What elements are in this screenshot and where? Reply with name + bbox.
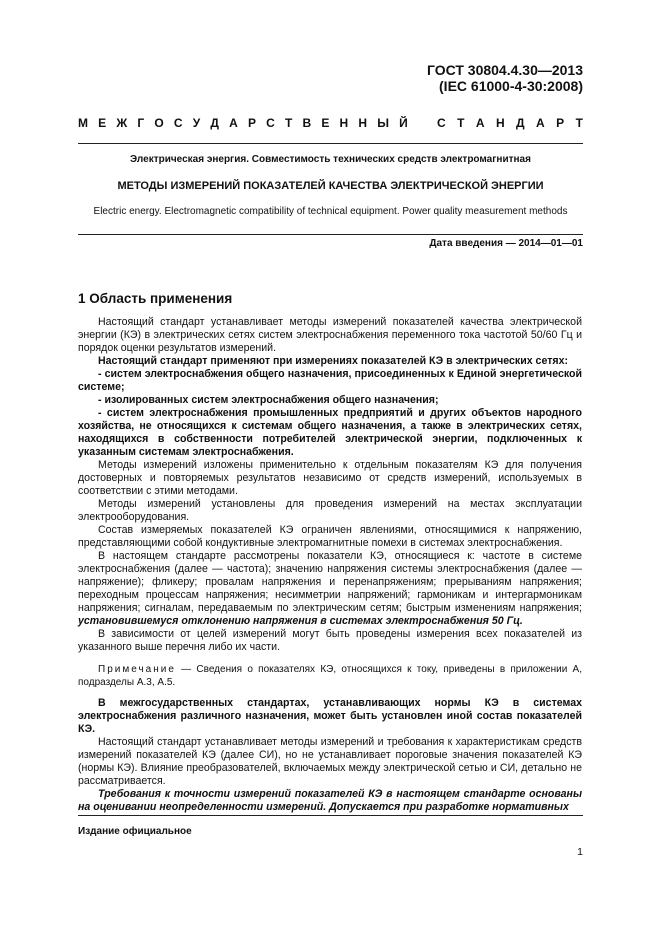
standard-code: [427, 62, 583, 94]
heading-letter: У: [192, 116, 201, 130]
heading-letter: С: [437, 116, 446, 130]
standard-type-heading: [78, 116, 583, 130]
heading-letter: А: [475, 116, 485, 130]
title-russian-main: МЕТОДЫ ИЗМЕРЕНИЙ ПОКАЗАТЕЛЕЙ КАЧЕСТВА ЭЛЕКТРИЧЕСКОЙ ЭНЕРГИИ: [117, 180, 544, 192]
top-divider: [78, 143, 583, 144]
paragraph: Состав измеряемых показателей КЭ ограничен явлениями, относящимися к напряжению, представляющими собой кондуктивные электромагнитные помехи в системах электроснабжения.: [78, 524, 582, 549]
heading-letter: А: [229, 116, 238, 130]
heading-letter: М: [78, 116, 88, 130]
list-item: - систем электроснабжения промышленных предприятий и других объектов народного хозяйства, не относящихся к системам общего назначения, а также в электрических сетях, находящихся в собственности потребителей электрической энергии, подключенных к указанным системам электроснабжения.: [78, 407, 582, 458]
paragraph: Настоящий стандарт устанавливает методы измерений показателей качества электрической энергии (КЭ) в электрических сетях систем электроснабжения переменного тока частотой 50/60 Гц и порядок оценки результатов измерений.: [78, 316, 582, 354]
introduction-date: Дата введения — 2014—01—01: [429, 238, 583, 249]
standard-code-line1: ГОСТ 30804.4.30—2013: [426, 62, 583, 78]
note-text: — Сведения о показателях КЭ, относящихся к току, приведены в приложении А, подразделы А.3, А.5.: [78, 664, 582, 688]
heading-letter: Е: [98, 116, 107, 130]
standard-type-word-standard: [437, 116, 583, 130]
heading-letter: Д: [210, 116, 219, 130]
title-russian-general: Электрическая энергия. Совместимость технических средств электромагнитная: [130, 154, 531, 165]
heading-letter: Т: [457, 116, 465, 130]
note-label: Примечание: [98, 664, 176, 675]
heading-letter: С: [173, 116, 183, 130]
heading-letter: Р: [556, 116, 565, 130]
paragraph: Настоящий стандарт устанавливает методы измерений и требования к характеристикам средств измерений показателей КЭ (далее СИ), но не устанавливает пороговые значения показателей КЭ (нормы КЭ). Влияние преобразователей, включаемых между электрической сетью и СИ, детально не рассматривается.: [78, 736, 582, 787]
heading-letter: Ы: [377, 116, 389, 130]
heading-letter: Н: [358, 116, 368, 130]
heading-letter: Н: [339, 116, 349, 130]
section-body: [78, 316, 582, 814]
page-number: 1: [577, 846, 583, 858]
heading-letter: Т: [575, 116, 583, 130]
list-item: - изолированных систем электроснабжения общего назначения;: [98, 394, 439, 406]
note: [78, 663, 582, 689]
heading-letter: Н: [495, 116, 505, 130]
heading-letter: В: [302, 116, 312, 130]
paragraph-emphasis: установившемуся отклонению напряжения в системах электроснабжения 50 Гц.: [78, 615, 523, 627]
heading-letter: А: [536, 116, 545, 130]
heading-letter: Р: [247, 116, 256, 130]
title-divider: [78, 234, 583, 235]
list-item: - систем электроснабжения общего назначения, присоединенных к Единой энергетической системе;: [78, 368, 582, 393]
paragraph: Требования к точности измерений показателей КЭ в настоящем стандарте основаны на оценивании неопределенности измерений. Допускается при разработке нормативных: [78, 788, 582, 813]
paragraph: Методы измерений изложены применительно к отдельным показателям КЭ для получения достоверных и повторяемых результатов независимо от средств измерений, используемых в соответствии с этими методами.: [78, 459, 582, 497]
standard-code-line2: (IEC 61000-4-30:2008): [439, 78, 583, 94]
heading-letter: О: [154, 116, 164, 130]
paragraph: Методы измерений установлены для проведения измерений на местах эксплуатации электрооборудования.: [78, 498, 582, 523]
paragraph: Настоящий стандарт применяют при измерениях показателей КЭ в электрических сетях:: [98, 355, 568, 367]
heading-letter: Й: [399, 116, 408, 130]
heading-letter: С: [266, 116, 275, 130]
paragraph: [78, 550, 582, 628]
section-title: 1 Область применения: [78, 291, 233, 306]
heading-letter: Т: [284, 116, 293, 130]
heading-letter: Г: [137, 116, 145, 130]
heading-letter: Е: [321, 116, 330, 130]
heading-letter: Ж: [116, 116, 128, 130]
paragraph-text: В настоящем стандарте рассмотрены показатели КЭ, относящиеся к: частоте в системе электроснабжения (далее — частота); значению напряжения системы электроснабжения (далее — напряжение); фликеру; провалам напряжения и перенапряжениям; прерываниям напряжения; переходным процессам напряжения; несимметрии напряжений; гармоникам и интергармоникам напряжения; сигналам, передаваемым по электрическим сетям; быстрым изменениям напряжения;: [78, 550, 582, 614]
heading-letter: Д: [516, 116, 525, 130]
paragraph: В межгосударственных стандартах, устанавливающих нормы КЭ в системах электроснабжения различного назначения, может быть установлен иной состав показателей КЭ.: [78, 697, 582, 735]
footer-divider: [78, 815, 583, 816]
edition-label: Издание официальное: [78, 826, 192, 837]
title-english: Electric energy. Electromagnetic compatibility of technical equipment. Power quality measurement methods: [93, 206, 568, 217]
paragraph: В зависимости от целей измерений могут быть проведены измерения всех показателей из указанного выше перечня либо их части.: [78, 628, 582, 653]
standard-type-word-interstate: [78, 116, 408, 130]
